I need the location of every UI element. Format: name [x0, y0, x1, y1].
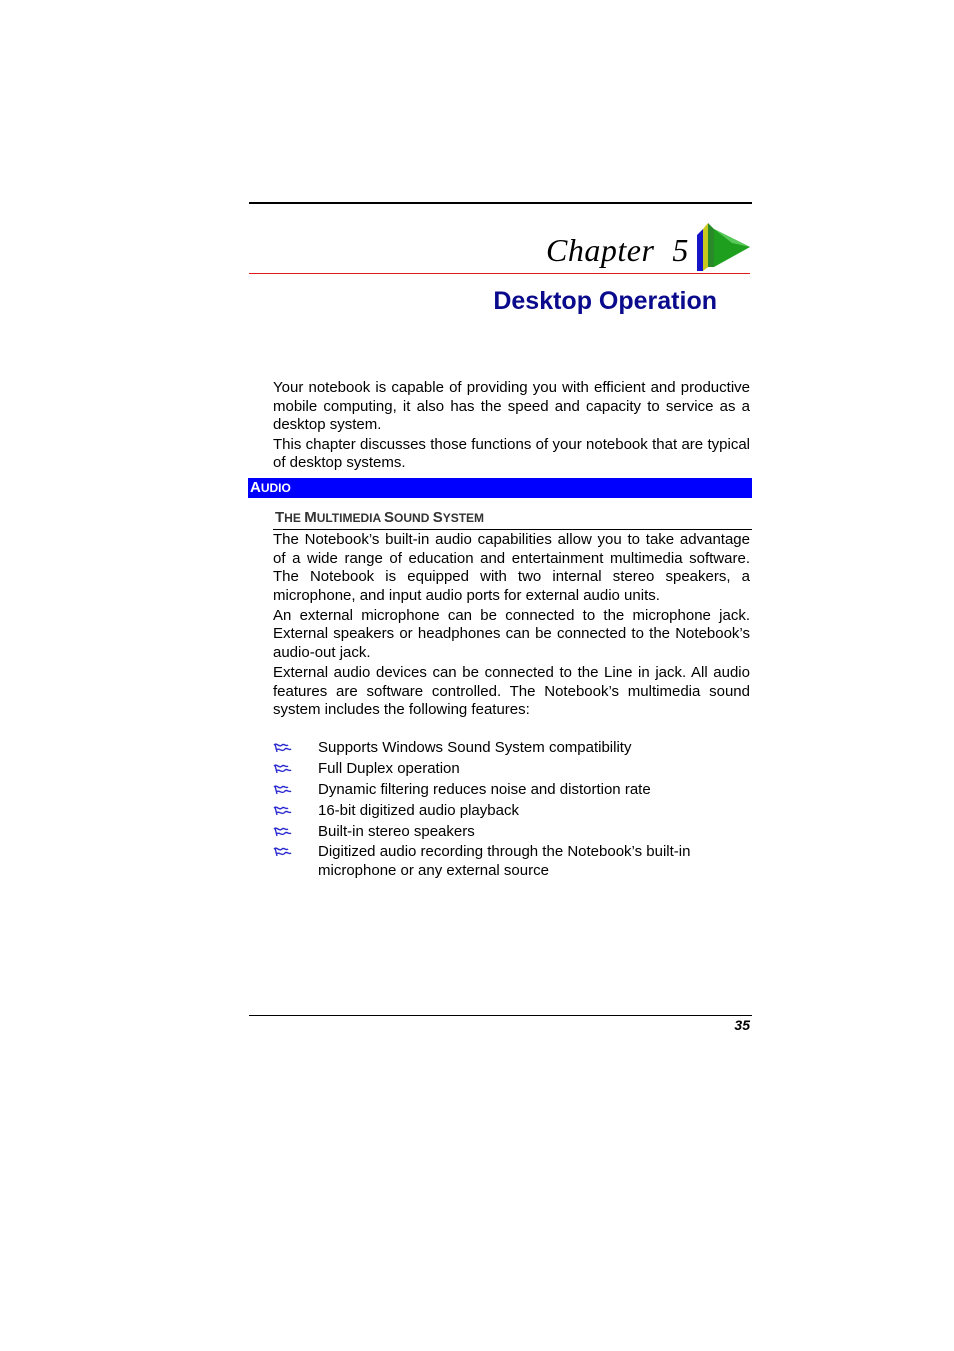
subsection-part: HE [284, 511, 305, 525]
feature-text: Built-in stereo speakers [318, 822, 475, 840]
chapter-rule [249, 273, 750, 274]
chapter-label [546, 232, 689, 269]
intro-text [273, 379, 750, 473]
list-item [273, 781, 743, 800]
subsection-part: ULTIMEDIA [316, 511, 385, 525]
curl-bullet-icon [273, 826, 292, 838]
chapter-arrow-logo-icon [694, 221, 750, 273]
subsection-rule [273, 529, 752, 530]
curl-bullet-icon [273, 742, 292, 754]
chapter-title: Desktop Operation [493, 287, 717, 315]
feature-text: Dynamic filtering reduces noise and distortion rate [318, 780, 651, 798]
subsection-part: OUND [394, 511, 433, 525]
curl-bullet-icon [273, 763, 292, 775]
feature-text: Full Duplex operation [318, 759, 460, 777]
feature-text: Digitized audio recording through the Notebook’s built-in microphone or any external source [318, 843, 691, 880]
footer-rule [249, 1015, 752, 1016]
page-number: 35 [734, 1017, 750, 1033]
list-item [273, 760, 743, 779]
list-item [273, 823, 743, 842]
list-item [273, 802, 743, 821]
feature-list [273, 739, 743, 883]
list-item [273, 843, 743, 880]
section-heading-audio [248, 478, 752, 498]
list-item [273, 739, 743, 758]
curl-bullet-icon [273, 784, 292, 796]
feature-text: 16-bit digitized audio playback [318, 801, 519, 819]
audio-paragraph: The Notebook’s built-in audio capabilities allow you to take advantage of a wide range of education and entertainment multimedia software. The Notebook is equipped with two internal stereo speakers, a microphone, and input audio ports for external audio units. [273, 531, 750, 604]
subsection-part: YSTEM [442, 511, 485, 525]
audio-text [273, 531, 750, 720]
intro-paragraph: Your notebook is capable of providing you with efficient and productive mobile computing, it also has the speed and capacity to service as a desktop system. [273, 379, 750, 434]
subsection-part: S [384, 509, 395, 526]
chapter-word: Chapter [546, 232, 655, 268]
intro-paragraph: This chapter discusses those functions of your notebook that are typical of desktop systems. [273, 435, 750, 472]
audio-paragraph: An external microphone can be connected to the microphone jack. External speakers or headphones can be connected to the Notebook’s audio-out jack. [273, 606, 750, 662]
section-rest: UDIO [260, 481, 291, 495]
subsection-part: S [432, 509, 443, 526]
subsection-part: T [275, 509, 285, 526]
subsection-part: M [304, 509, 317, 526]
feature-text: Supports Windows Sound System compatibility [318, 739, 632, 756]
top-rule [249, 202, 752, 204]
curl-bullet-icon [273, 846, 292, 858]
section-initial: A [250, 479, 261, 496]
chapter-number: 5 [672, 232, 689, 268]
subsection-heading [275, 509, 484, 526]
curl-bullet-icon [273, 805, 292, 817]
audio-paragraph: External audio devices can be connected to the Line in jack. All audio features are software controlled. The Notebook’s multimedia sound system includes the following features: [273, 664, 750, 719]
